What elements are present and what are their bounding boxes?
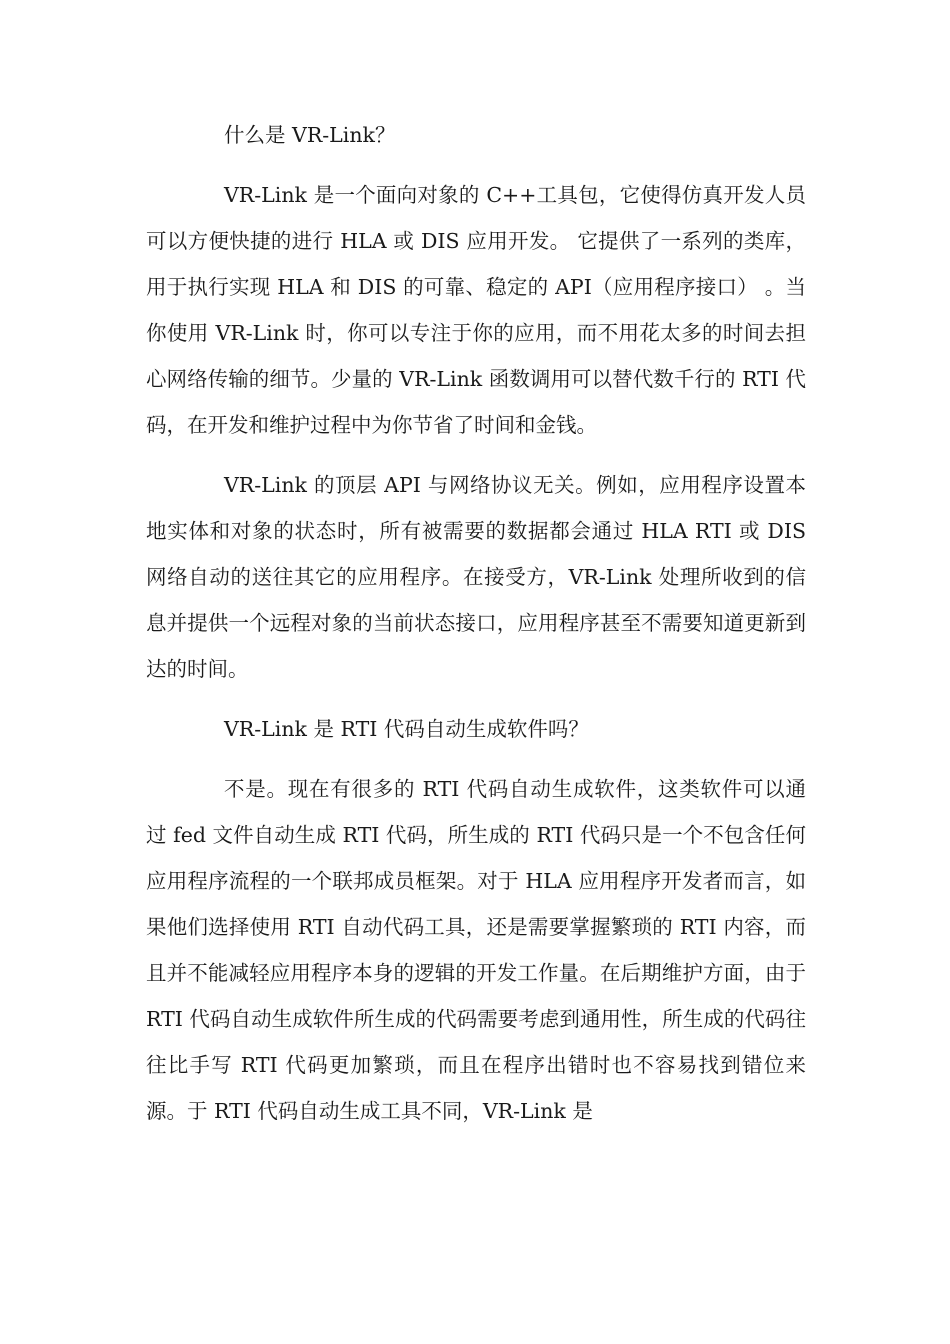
section-heading-is-code-generator: VR-Link 是 RTI 代码自动生成软件吗？ (224, 717, 589, 741)
section-heading-what-is-vr-link: 什么是 VR-Link？ (224, 123, 396, 147)
paragraph-intro: VR-Link 是一个面向对象的 C++工具包，它使得仿真开发人员可以方便快捷的进行 HLA 或 DIS 应用开发。 它提供了一系列的类库，用于执行实现 HLA 和 DIS 的可靠、稳定的 API（应用程序接口） 。当你使用 VR-Link 时，你可以专注于你的应用，而不用花太多的时间去担心网络传输的细节。少量的 VR-Link 函数调用可以替代数千行的 RTI 代码，在开发和维护过程中为你节省了时间和金钱。 (146, 183, 806, 437)
paragraph-protocol-independent: VR-Link 的顶层 API 与网络协议无关。例如，应用程序设置本地实体和对象的状态时，所有被需要的数据都会通过 HLA RTI 或 DIS 网络自动的送往其它的应用程序。在接受方，VR-Link 处理所收到的信息并提供一个远程对象的当前状态接口，应用程序甚至不需要知道更新到达的时间。 (146, 473, 806, 681)
document-body (146, 112, 806, 1148)
paragraph-not-code-generator: 不是。现在有很多的 RTI 代码自动生成软件，这类软件可以通过 fed 文件自动生成 RTI 代码，所生成的 RTI 代码只是一个不包含任何应用程序流程的一个联邦成员框架。对于 HLA 应用程序开发者而言，如果他们选择使用 RTI 自动代码工具，还是需要掌握繁琐的 RTI 内容，而且并不能减轻应用程序本身的逻辑的开发工作量。在后期维护方面，由于 RTI 代码自动生成软件所生成的代码需要考虑到通用性，所生成的代码往往比手写 RTI 代码更加繁琐，而且在程序出错时也不容易找到错位来源。于 RTI 代码自动生成工具不同，VR-Link 是 (146, 777, 806, 1123)
